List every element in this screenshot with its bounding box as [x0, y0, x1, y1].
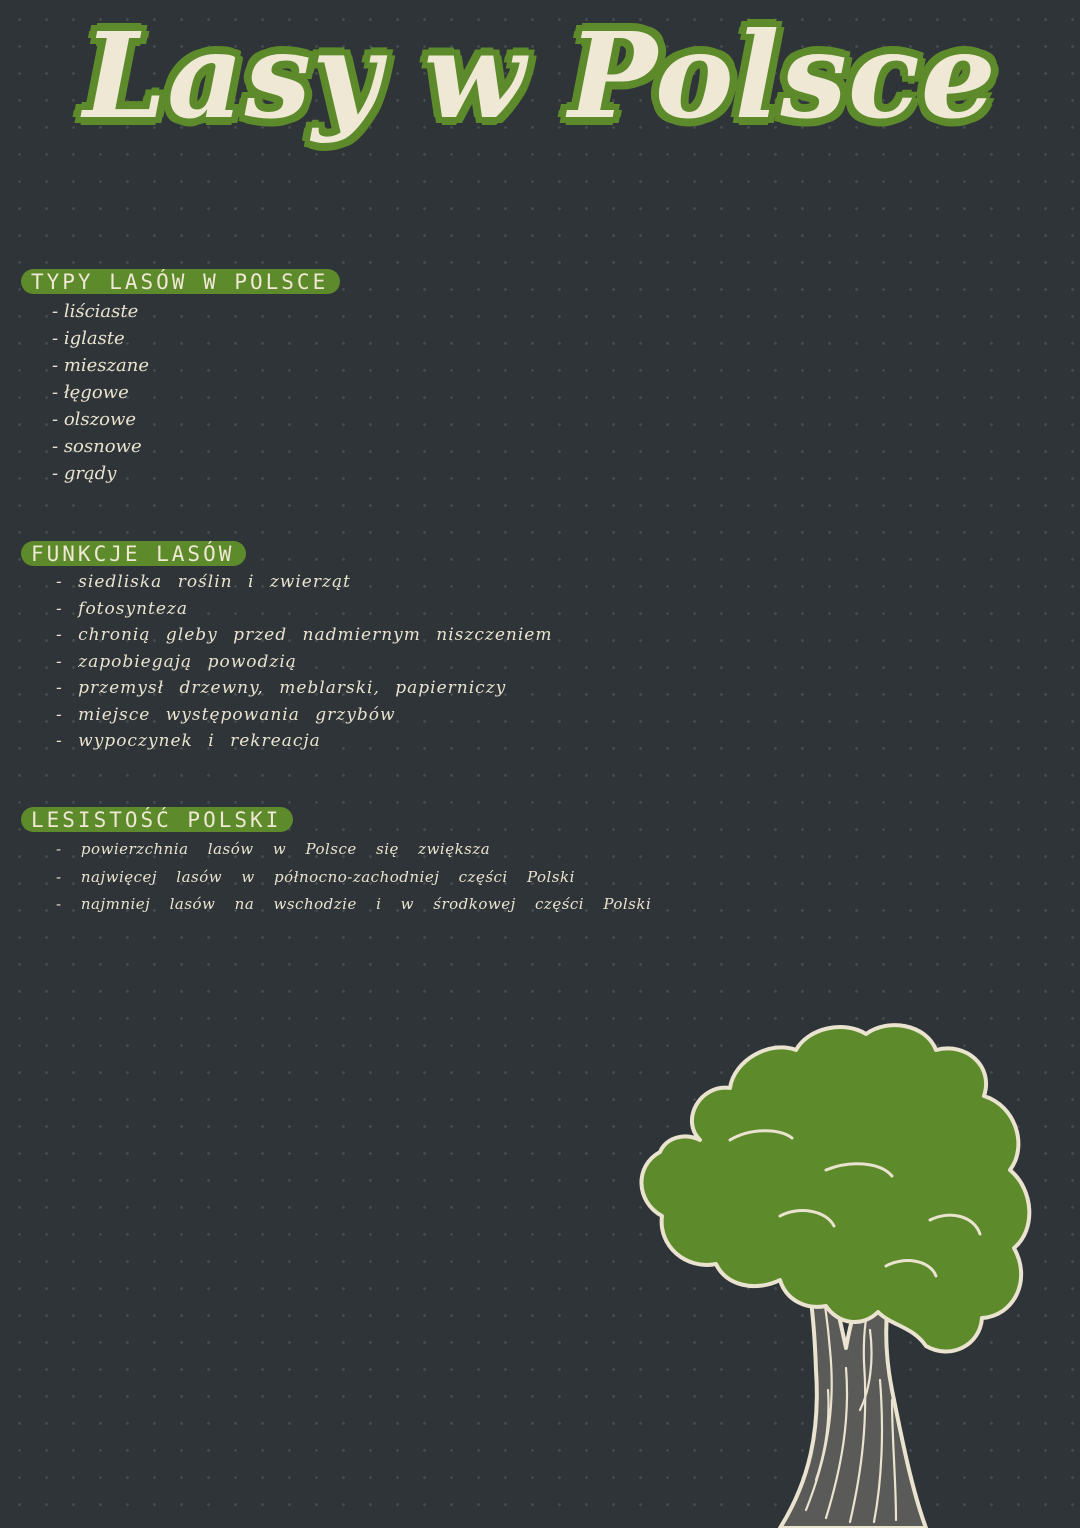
list-item: - przemysł drzewny, meblarski, papierniczy	[56, 675, 552, 702]
list-item: - łęgowe	[52, 379, 149, 406]
list-item: - miejsce występowania grzybów	[56, 702, 552, 729]
list-item: - chronią gleby przed nadmiernym niszczeniem	[56, 622, 552, 649]
list-item: - powierzchnia lasów w Polsce się zwiększa	[56, 836, 651, 864]
list-item: - zapobiegają powodzią	[56, 649, 552, 676]
list-item: - najmniej lasów na wschodzie i w środkowej części Polski	[56, 891, 651, 919]
list-item: - wypoczynek i rekreacja	[56, 728, 552, 755]
list-item: - iglaste	[52, 325, 149, 352]
forest-types-list	[52, 298, 149, 487]
tree-illustration	[630, 1010, 1050, 1528]
section-heading-forest-functions: FUNKCJE LASÓW	[21, 541, 246, 566]
list-item: - liściaste	[52, 298, 149, 325]
section-heading-forest-cover: LESISTOŚĆ POLSKI	[21, 807, 293, 832]
tree-foliage	[641, 1025, 1029, 1351]
list-item: - fotosynteza	[56, 596, 552, 623]
page-title: Lasy w Polsce	[83, 6, 997, 145]
list-item: - siedliska roślin i zwierząt	[56, 569, 552, 596]
section-heading-forest-types: TYPY LASÓW W POLSCE	[21, 269, 340, 294]
list-item: - grądy	[52, 460, 149, 487]
forest-cover-list	[56, 836, 651, 919]
list-item: - najwięcej lasów w północno-zachodniej części Polski	[56, 864, 651, 892]
list-item: - sosnowe	[52, 433, 149, 460]
list-item: - mieszane	[52, 352, 149, 379]
list-item: - olszowe	[52, 406, 149, 433]
forest-functions-list	[56, 569, 552, 755]
